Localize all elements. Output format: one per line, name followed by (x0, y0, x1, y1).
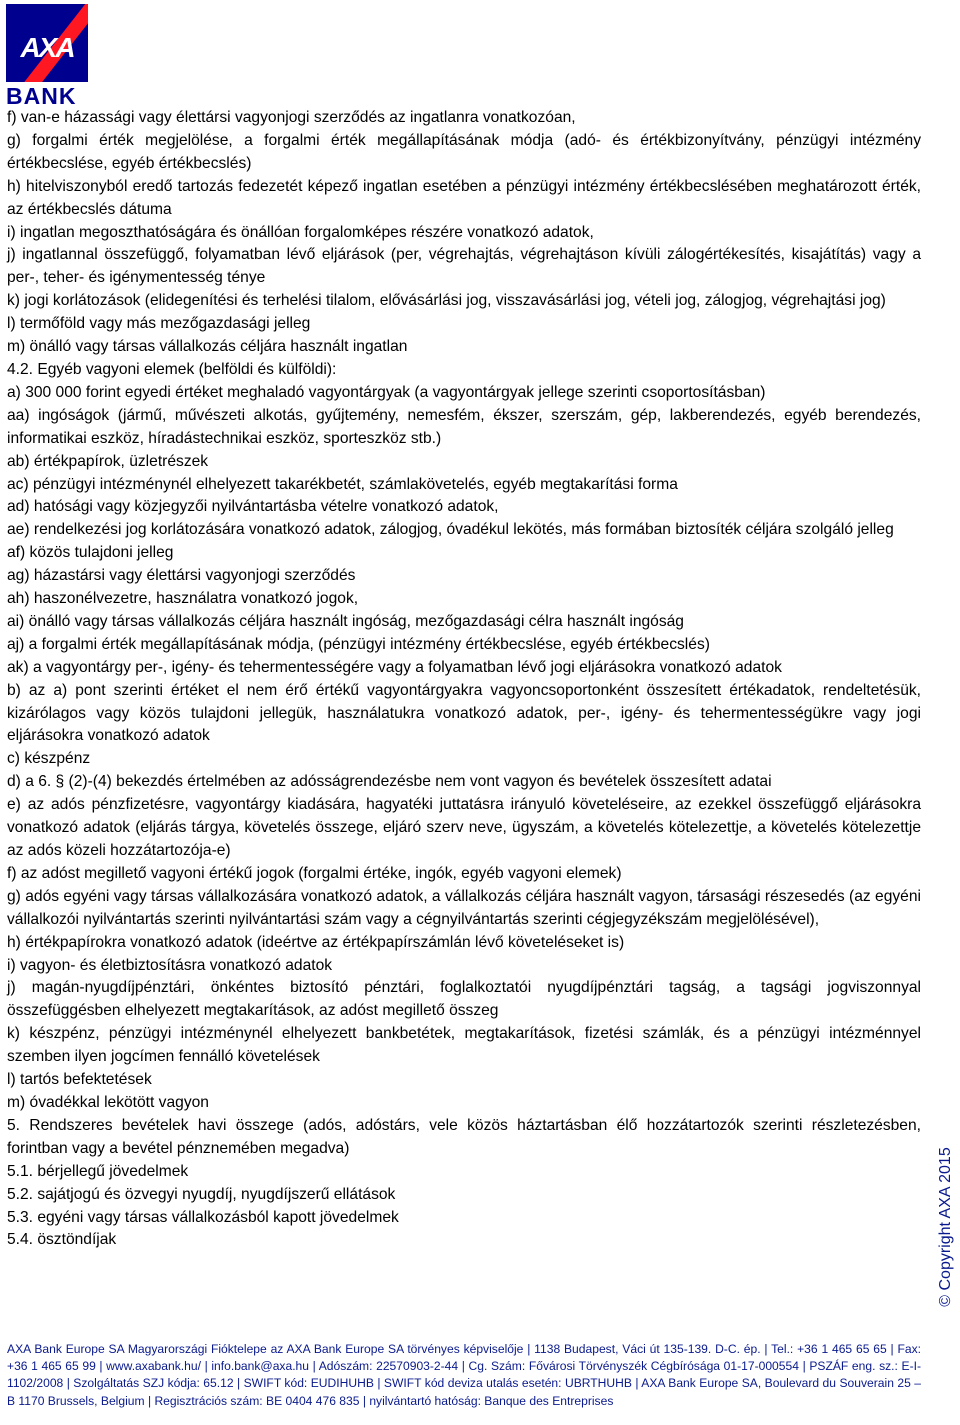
text-paragraph: m) önálló vagy társas vállalkozás céljára használt ingatlan (7, 338, 408, 356)
copyright-text: © Copyright AXA 2015 (937, 1147, 954, 1307)
text-paragraph: 5. Rendszeres bevételek havi összege (adós, adóstárs, vele közös háztartásban élő hozzátartozók szerinti részletezésben, forintban vagy a bevétel pénznemében megadva) (7, 1116, 921, 1157)
text-paragraph: ab) értékpapírok, üzletrészek (7, 452, 209, 470)
text-paragraph: 4.2. Egyéb vagyoni elemek (belföldi és külföldi): (7, 360, 337, 378)
text-paragraph: k) jogi korlátozások (elidegenítési és terhelési tilalom, elővásárlási jog, visszavásárlási jog, vételi jog, zálogjog, végrehajtási jog) (7, 292, 886, 310)
text-paragraph: i) vagyon- és életbiztosításra vonatkozó adatok (7, 956, 333, 974)
text-paragraph: l) termőföld vagy más mezőgazdasági jelleg (7, 315, 311, 333)
text-paragraph: ad) hatósági vagy közjegyzői nyilvántartásba vételre vonatkozó adatok, (7, 498, 499, 516)
document-body (7, 107, 921, 1252)
text-paragraph: ak) a vagyontárgy per-, igény- és tehermentességére vagy a folyamatban lévő jogi eljárásokra vonatkozó adatok (7, 658, 782, 676)
axa-bank-logo (6, 4, 88, 109)
text-paragraph: h) hitelviszonyból eredő tartozás fedezetét képező ingatlan esetében a pénzügyi intézmény értékbecslésében meghatározott érték, az értékbecslés dátuma (7, 177, 921, 218)
text-paragraph: l) tartós befektetések (7, 1071, 152, 1089)
text-paragraph: e) az adós pénzfizetésre, vagyontárgy kiadására, hagyatéki juttatásra irányuló követeléseire, az ezekkel összefüggő eljárásokra vonatkozó adatok (eljárás tárgya, követelés összege, eljáró szerv neve, ügyszám, a követelés kötelezettje, a követelés kötelezettje az adós közeli hozzátartozója-e) (7, 796, 921, 859)
text-paragraph: aa) ingóságok (jármű, művészeti alkotás, gyűjtemény, nemesfém, ékszer, szerszám, gép, lakberendezés, egyéb berendezés, informatikai eszköz, híradástechnikai eszköz, sporteszköz stb.) (7, 406, 921, 447)
text-paragraph: i) ingatlan megoszthatóságára és önállóan forgalomképes részére vonatkozó adatok, (7, 223, 594, 241)
text-paragraph: 5.3. egyéni vagy társas vállalkozásból kapott jövedelmek (7, 1208, 399, 1226)
text-paragraph: j) magán-nyugdíjpénztári, önkéntes biztosító pénztári, foglalkoztatói nyugdíjpénztári tagság, a tagsági jogviszonnyal összefüggésben elhelyezett megtakarítások, az adóst megillető összeg (7, 979, 921, 1020)
text-paragraph: h) értékpapírokra vonatkozó adatok (ideértve az értékpapírszámlán lévő követeléseket is) (7, 933, 625, 951)
text-paragraph: 5.4. ösztöndíjak (7, 1231, 117, 1249)
footer-company-info: AXA Bank Europe SA Magyarországi Fióktelepe az AXA Bank Europe SA törvényes képviselője | 1138 Budapest, Váci út 135-139. D-C. ép. | Tel.: +36 1 465 65 65 | Fax: +36 1 465 65 99 | www.axabank.hu/ | info.bank@axa.hu | Adószám: 22570903-2-44 | Cg. Szám: Fővárosi Törvényszék Cégbírósága 01-17-000554 | PSZÁF eng. sz.: E-I-1102/2008 | Szolgáltatás SZJ kódja: 65.12 | SWIFT kód: EUDIHUHB | SWIFT kód deviza utalás esetén: UBRTHUHB | AXA Bank Europe SA, Boulevard du Souverain 25 – B 1170 Brussels, Belgium | Regisztrációs szám: BE 0404 476 835 | nyilvántartó hatóság: Banque des Entreprises (7, 1342, 921, 1408)
logo-bank-text: BANK (6, 83, 77, 109)
axa-logo-mark (6, 4, 88, 82)
text-paragraph: k) készpénz, pénzügyi intézménynél elhelyezett bankbetétek, megtakarítások, fizetési számlák, és a pénzügyi intézménnyel szemben ilyen jogcímen fennálló követelések (7, 1025, 921, 1066)
text-paragraph: f) az adóst megillető vagyoni értékű jogok (forgalmi értéke, ingók, egyéb vagyoni elemek) (7, 864, 622, 882)
text-paragraph: ah) haszonélvezetre, használatra vonatkozó jogok, (7, 590, 359, 608)
text-paragraph: m) óvadékkal lekötött vagyon (7, 1093, 209, 1111)
text-paragraph: g) adós egyéni vagy társas vállalkozására vonatkozó adatok, a vállalkozás céljára használt vagyon, társasági részesedés (az egyéni vállalkozói nyilvántartás szerinti nyilvántartási szám vagy a cégnyilvántartás szerinti cégjegyzékszám megjelölésével), (7, 887, 921, 928)
logo-mark-text: AXA (20, 32, 74, 63)
text-paragraph: ac) pénzügyi intézménynél elhelyezett takarékbetét, számlakövetelés, egyéb megtakarítási forma (7, 475, 678, 493)
text-paragraph: 5.2. sajátjogú és özvegyi nyugdíj, nyugdíjszerű ellátások (7, 1185, 396, 1203)
text-paragraph: ai) önálló vagy társas vállalkozás céljára használt ingóság, mezőgazdasági célra használt ingóság (7, 612, 684, 630)
text-paragraph: j) ingatlannal összefüggő, folyamatban lévő eljárások (per, végrehajtás, végrehajtáson kívüli zálogértékesítés, kisajátítás) vagy a per-, teher- és igénymentesség ténye (7, 246, 921, 287)
copyright-vertical (934, 1146, 958, 1308)
text-paragraph: a) 300 000 forint egyedi értéket meghaladó vagyontárgyak (a vagyontárgyak jellege szerinti csoportosításban) (7, 383, 766, 401)
text-paragraph: f) van-e házassági vagy élettársi vagyonjogi szerződés az ingatlanra vonatkozóan, (7, 109, 576, 126)
text-paragraph: d) a 6. § (2)-(4) bekezdés értelmében az adósságrendezésbe nem vont vagyon és bevételek összesített adatai (7, 773, 772, 791)
text-paragraph: 5.1. bérjellegű jövedelmek (7, 1162, 189, 1180)
text-paragraph: g) forgalmi érték megjelölése, a forgalmi érték megállapításának módja (adó- és értékbizonyítvány, pénzügyi intézmény értékbecslése, egyéb értékbecslés) (7, 131, 921, 172)
text-paragraph: b) az a) pont szerinti értéket el nem érő értékű vagyontárgyakra vagyoncsoportonként összesített értékadatok, rendeltetésük, kizárólagos vagy közös tulajdoni jellegük, használatukra vonatkozó adatok, per-, igény- és tehermentességükre vagy jogi eljárásokra vonatkozó adatok (7, 681, 921, 745)
text-paragraph: af) közös tulajdoni jelleg (7, 544, 174, 562)
text-paragraph: aj) a forgalmi érték megállapításának módja, (pénzügyi intézmény értékbecslése, egyéb értékbecslés) (7, 635, 710, 653)
text-paragraph: ag) házastársi vagy élettársi vagyonjogi szerződés (7, 567, 356, 585)
text-paragraph: ae) rendelkezési jog korlátozására vonatkozó adatok, zálogjog, óvadékul lekötés, más formában biztosíték céljára szolgáló jelleg (7, 521, 894, 539)
text-paragraph: c) készpénz (7, 750, 91, 768)
